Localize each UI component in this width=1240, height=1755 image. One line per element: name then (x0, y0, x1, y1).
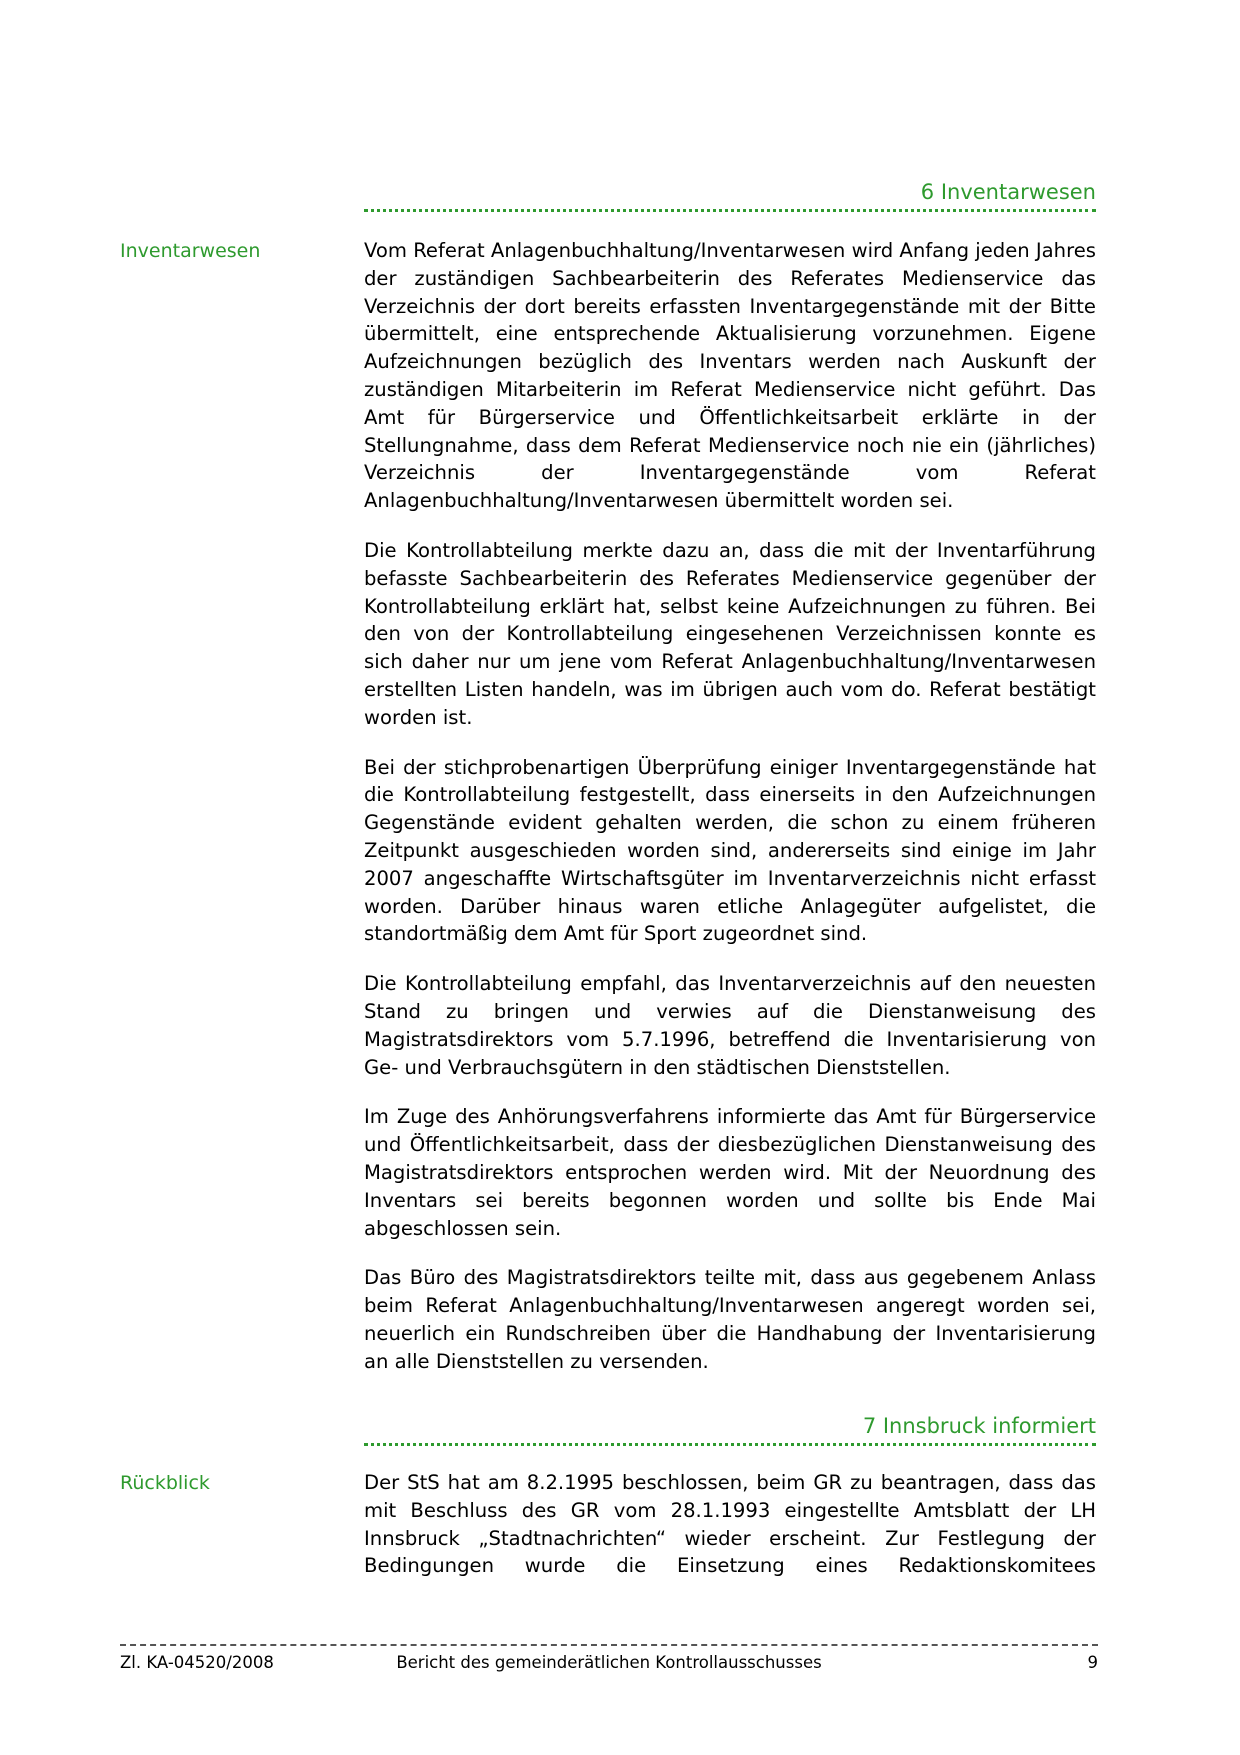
section-7-body (364, 1469, 1096, 1602)
paragraph: Bei der stichprobenartigen Überprüfung einiger Inventargegenstände hat die Kontrollabteilung festgestellt, dass einerseits in den Aufzeichnungen Gegenstände evident gehalten werden, die schon zu einem früheren Zeitpunkt ausgeschieden worden sind, andererseits sind einige im Jahr 2007 angeschaffte Wirtschaftsgüter im Inventarverzeichnis nicht erfasst worden. Darüber hinaus waren etliche Anlagegüter aufgelistet, die standortmäßig dem Amt für Sport zugeordnet sind. (364, 755, 1096, 946)
section-divider (364, 1443, 1096, 1446)
paragraph: Der StS hat am 8.2.1995 beschlossen, beim GR zu beantragen, dass das mit Beschluss des GR vom 28.1.1993 eingestellte Amtsblatt der LH Innsbruck „Stadtnachrichten“ wieder erscheint. Zur Festlegung der Bedingungen wurde die Einsetzung eines Redaktionskomitees (364, 1471, 1096, 1578)
report-title: Bericht des gemeinderätlichen Kontrollausschusses (396, 1653, 822, 1672)
footer-divider (120, 1644, 1098, 1646)
document-reference: Zl. KA-04520/2008 (120, 1653, 274, 1672)
paragraph: Die Kontrollabteilung merkte dazu an, dass die mit der Inventarführung befasste Sachbearbeiterin des Referates Medienservice gegenüber der Kontrollabteilung erklärt hat, selbst keine Aufzeichnungen zu führen. Bei den von der Kontrollabteilung eingesehenen Verzeichnissen konnte es sich daher nur um jene vom Referat Anlagenbuchhaltung/Inventarwesen erstellten Listen handeln, was im übrigen auch vom do. Referat bestätigt worden ist. (364, 538, 1096, 729)
paragraph: Die Kontrollabteilung empfahl, das Inventarverzeichnis auf den neuesten Stand zu bringen und verwies auf die Dienstanweisung des Magistratsdirektors vom 5.7.1996, betreffend die Inventarisierung von Ge- und Verbrauchsgütern in den städtischen Dienststellen. (364, 972, 1096, 1079)
page-footer (120, 1652, 1098, 1674)
section-divider (364, 209, 1096, 212)
paragraph: Das Büro des Magistratsdirektors teilte mit, dass aus gegebenem Anlass beim Referat Anlagenbuchhaltung/Inventarwesen angeregt worden sei, neuerlich ein Rundschreiben über die Handhabung der Inventarisierung an alle Dienststellen zu versenden. (364, 1266, 1096, 1373)
paragraph: Vom Referat Anlagenbuchhaltung/Inventarwesen wird Anfang jeden Jahres der zuständigen Sachbearbeiterin des Referates Medienservice das Verzeichnis der dort bereits erfassten Inventargegenstände mit der Bitte übermittelt, eine entsprechende Aktualisierung vorzunehmen. Eigene Aufzeichnungen bezüglich des Inventars werden nach Auskunft der zuständigen Mitarbeiterin im Referat Medienservice nicht geführt. Das Amt für Bürgerservice und Öffentlichkeitsarbeit erklärte in der Stellungnahme, dass dem Referat Medienservice noch nie ein (jährliches) Verzeichnis der Inventargegenstände vom Referat Anlagenbuchhaltung/Inventarwesen übermittelt worden sei. (364, 239, 1096, 513)
section-6-body (364, 237, 1096, 1397)
margin-label-inventarwesen: Inventarwesen (120, 240, 261, 262)
margin-label-rueckblick: Rückblick (120, 1472, 210, 1494)
section-heading-6: 6 Inventarwesen (920, 180, 1096, 204)
paragraph: Im Zuge des Anhörungsverfahrens informierte das Amt für Bürgerservice und Öffentlichkeitsarbeit, dass der diesbezüglichen Dienstanweisung des Magistratsdirektors entsprochen werden wird. Mit der Neuordnung des Inventars sei bereits begonnen worden und sollte bis Ende Mai abgeschlossen sein. (364, 1105, 1096, 1240)
page-number: 9 (1087, 1653, 1098, 1672)
section-heading-7: 7 Innsbruck informiert (862, 1414, 1096, 1438)
